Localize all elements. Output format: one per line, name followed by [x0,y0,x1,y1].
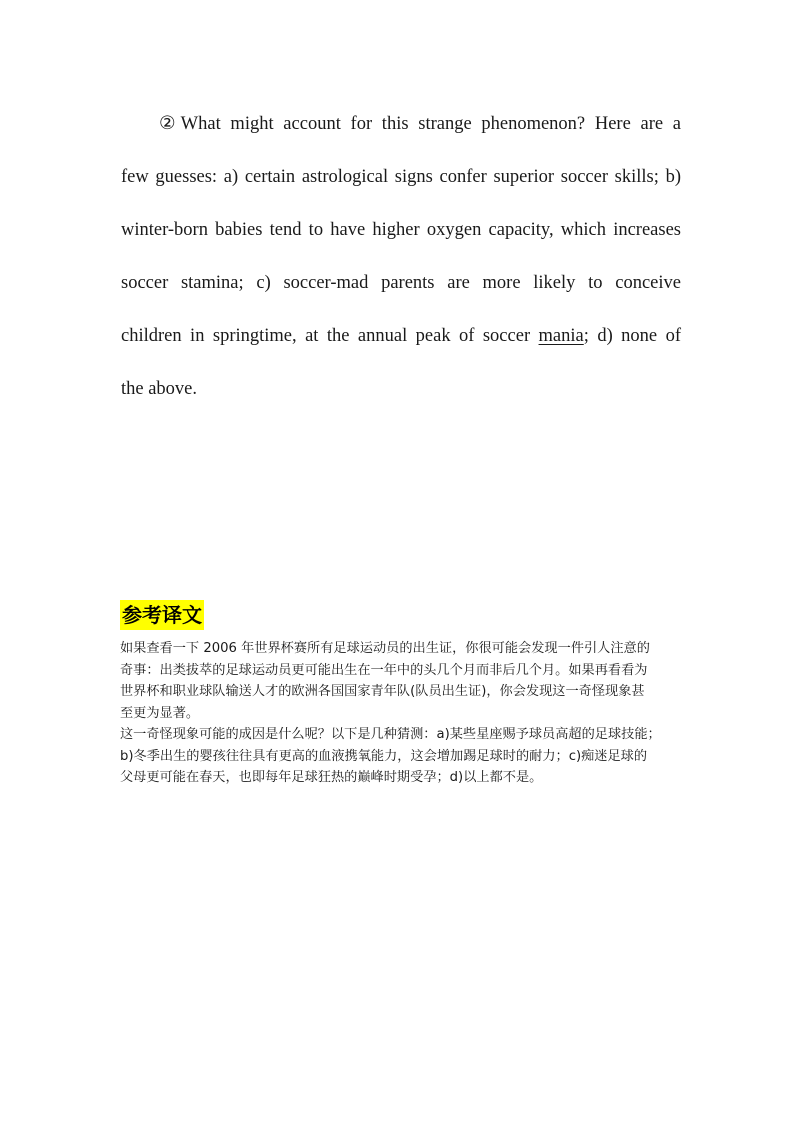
passage-line: soccer stamina; c) soccer-mad parents are more likely to conceive [121,273,681,293]
translation-line: b)冬季出生的婴孩往往具有更高的血液携氧能力，这会增加踢足球时的耐力；c)痴迷足球的 [120,748,648,764]
translation-line: 这一奇怪现象可能的成因是什么呢？以下是几种猜测：a)某些星座赐予球员高超的足球技能； [120,727,661,742]
passage-line [121,310,681,363]
translation-heading: 参考译文 [120,600,204,630]
translation-line: 世界杯和职业球队输送人才的欧洲各国国家青年队(队员出生证)，你会发现这一奇怪现象甚 [120,684,645,699]
translation-line: 至更为显著。 [120,705,200,721]
translation-line: 父母更可能在春天，也即每年足球狂热的巅峰时期受孕；d)以上都不是。 [120,770,543,785]
translation-line: 如果查看一下 2006 年世界杯赛所有足球运动员的出生证，你很可能会发现一件引人注意的 [120,641,650,656]
passage-line: winter-born babies tend to have higher oxygen capacity, which increases [121,220,681,240]
passage-text: children in springtime, at the annual peak of soccer [121,326,539,346]
english-passage [121,98,681,416]
passage-text: ; d) none of [583,326,681,346]
chinese-translation [120,638,690,789]
passage-line: ②What might account for this strange phenomenon? Here are a [159,114,681,134]
passage-line: the above. [121,379,198,399]
translation-line: 奇事：出类拔萃的足球运动员更可能出生在一年中的头几个月而非后几个月。如果再看看为 [120,662,648,678]
passage-line: few guesses: a) certain astrological signs confer superior soccer skills; b) [121,167,681,187]
underlined-word: mania [538,326,584,346]
